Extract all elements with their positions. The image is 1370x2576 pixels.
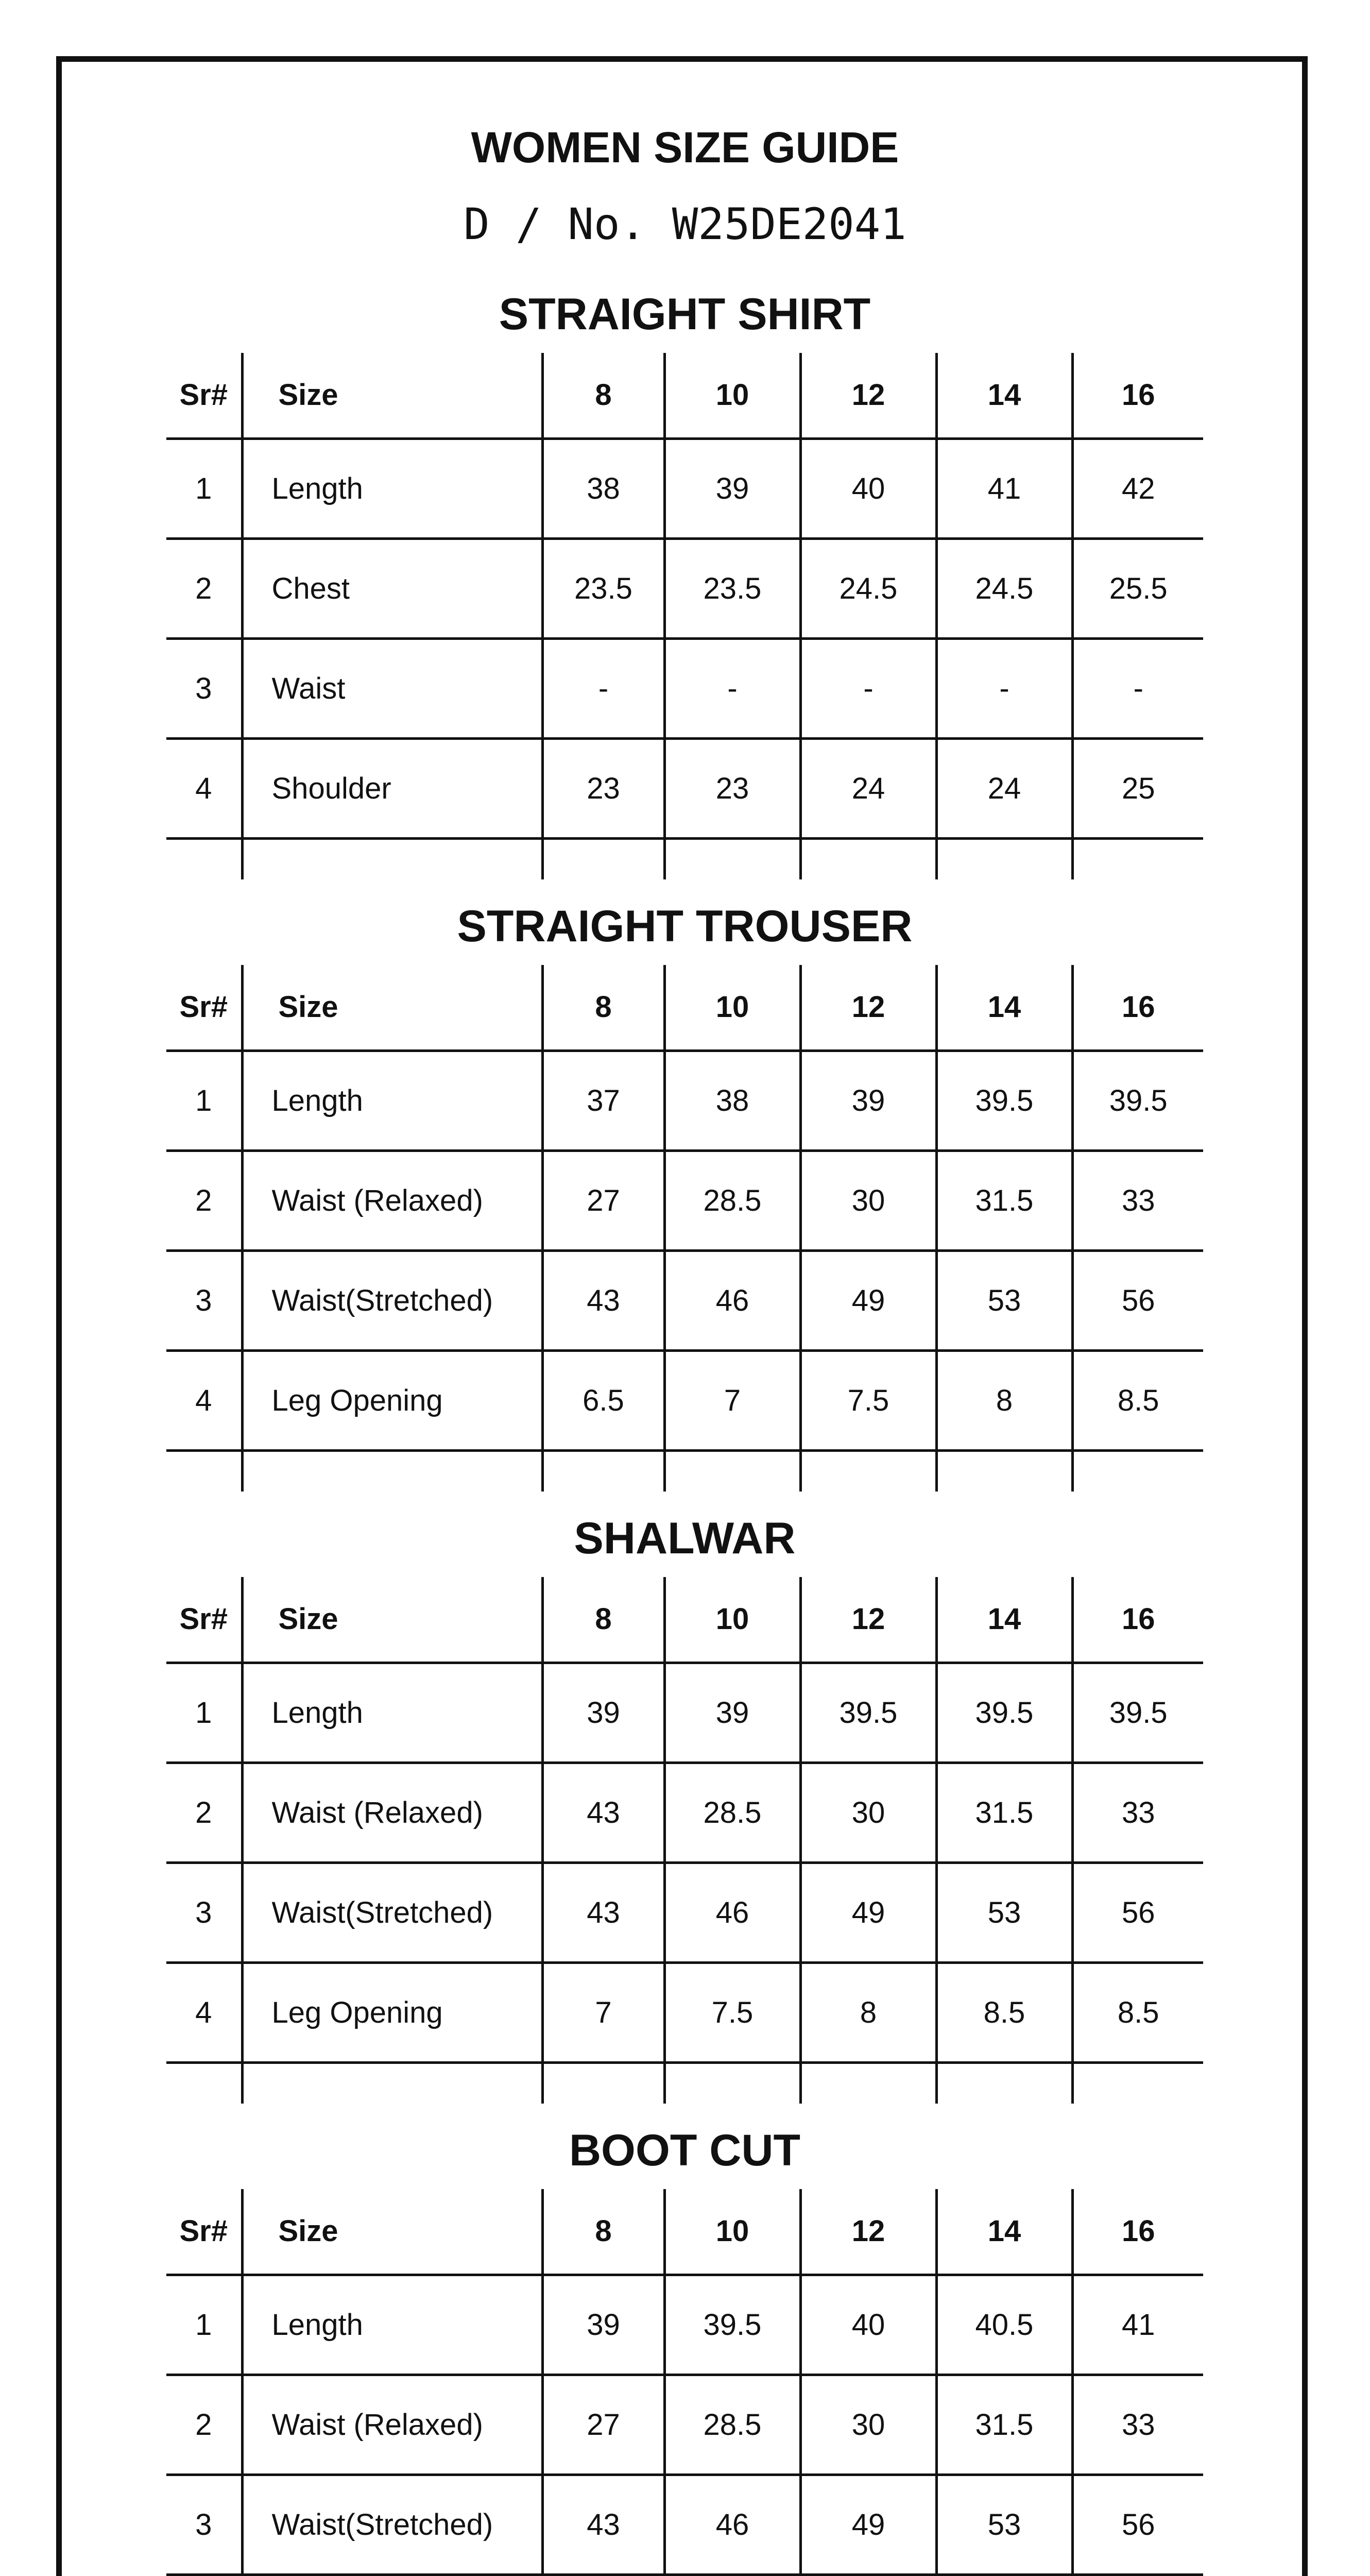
size-value: 49 [800,1862,936,1962]
empty-cell [166,838,242,879]
table-row [166,638,1203,738]
measurement-name: Length [242,1663,542,1762]
measurement-name: Length [242,2275,542,2375]
size-value: 8.5 [1072,1350,1203,1450]
row-number: 2 [166,2375,242,2475]
size-value: 53 [936,1250,1072,1350]
size-value: 31.5 [936,1150,1072,1250]
row-number: 2 [166,1150,242,1250]
column-header: Sr# [166,353,242,438]
size-value: 27 [542,2375,664,2475]
measurement-name: Waist(Stretched) [242,2475,542,2574]
section-title: STRAIGHT TROUSER [457,902,913,951]
table-row [166,438,1203,538]
empty-cell [664,838,800,879]
empty-cell [542,838,664,879]
column-header: 12 [800,353,936,438]
column-header: Sr# [166,2189,242,2275]
size-value: 24 [800,738,936,838]
measurement-name: Waist(Stretched) [242,1862,542,1962]
size-value: 7 [664,1350,800,1450]
column-header: Size [242,1577,542,1663]
size-value: 39.5 [1072,1050,1203,1150]
row-number: 4 [166,1350,242,1450]
empty-cell [936,2062,1072,2104]
size-value: 40 [800,2275,936,2375]
page-title: WOMEN SIZE GUIDE [471,123,899,172]
size-value: 53 [936,1862,1072,1962]
size-value: 24.5 [936,538,1072,638]
size-value: 46 [664,1250,800,1350]
empty-cell [542,1450,664,1492]
column-header: 8 [542,965,664,1050]
table-row [166,538,1203,638]
size-value: 8 [800,1962,936,2062]
section-shalwar [166,1513,1203,2096]
size-value: 39.5 [1072,1663,1203,1762]
size-value: 33 [1072,1762,1203,1862]
column-header: 8 [542,2189,664,2275]
size-value: 23 [542,738,664,838]
size-value: 28.5 [664,1150,800,1250]
measurement-name: Waist [242,638,542,738]
column-header: 10 [664,1577,800,1663]
size-value: 38 [664,1050,800,1150]
table-row [166,1762,1203,1862]
size-value: 40 [800,438,936,538]
size-value: 7.5 [664,1962,800,2062]
size-value: 49 [800,2475,936,2574]
row-number: 3 [166,2475,242,2574]
size-value: 43 [542,1250,664,1350]
size-value: 30 [800,2375,936,2475]
size-value: 43 [542,1762,664,1862]
measurement-name: Length [242,1050,542,1150]
size-value: 46 [664,1862,800,1962]
size-value: 42 [1072,438,1203,538]
empty-cell [242,2062,542,2104]
column-header: 14 [936,965,1072,1050]
size-value: 6.5 [542,1350,664,1450]
column-header: 8 [542,353,664,438]
size-value: 39.5 [936,1050,1072,1150]
size-value: 40.5 [936,2275,1072,2375]
design-number: D / No. W25DE2041 [464,199,906,249]
table-row [166,1962,1203,2062]
empty-cell [166,2062,242,2104]
size-value: 28.5 [664,2375,800,2475]
column-header: Size [242,2189,542,2275]
size-value: 56 [1072,1862,1203,1962]
size-value: 39 [664,438,800,538]
row-number: 4 [166,1962,242,2062]
table-row [166,1250,1203,1350]
size-value: 30 [800,1762,936,1862]
section-straight-shirt [166,289,1203,872]
table-row [166,1862,1203,1962]
measurement-name: Shoulder [242,738,542,838]
size-value: 37 [542,1050,664,1150]
size-value: 8.5 [936,1962,1072,2062]
size-table [166,353,1203,879]
size-value: 8 [936,1350,1072,1450]
size-value: 28.5 [664,1762,800,1862]
size-value: 39 [800,1050,936,1150]
measurement-name: Waist (Relaxed) [242,2375,542,2475]
table-row [166,1350,1203,1450]
size-value: 53 [936,2475,1072,2574]
size-value: 24.5 [800,538,936,638]
size-value: 30 [800,1150,936,1250]
size-value: 8.5 [1072,1962,1203,2062]
table-header-row [166,2189,1203,2275]
size-value: 39 [664,1663,800,1762]
column-header: 12 [800,1577,936,1663]
section-straight-trouser [166,901,1203,1484]
size-value: 46 [664,2475,800,2574]
empty-cell [1072,2062,1203,2104]
measurement-name: Waist (Relaxed) [242,1150,542,1250]
column-header: 12 [800,2189,936,2275]
column-header: Sr# [166,1577,242,1663]
row-number: 2 [166,1762,242,1862]
size-value: 38 [542,438,664,538]
empty-cell [242,1450,542,1492]
size-value: 39.5 [936,1663,1072,1762]
table-spacer-row [166,2062,1203,2104]
size-value: 39.5 [800,1663,936,1762]
measurement-name: Chest [242,538,542,638]
size-value: - [936,638,1072,738]
row-number: 1 [166,2275,242,2375]
size-value: 49 [800,1250,936,1350]
measurement-name: Leg Opening [242,1962,542,2062]
table-row [166,2475,1203,2574]
column-header: 10 [664,965,800,1050]
empty-cell [936,1450,1072,1492]
size-value: 39 [542,1663,664,1762]
size-value: 33 [1072,2375,1203,2475]
size-value: 23.5 [542,538,664,638]
row-number: 4 [166,738,242,838]
size-value: - [1072,638,1203,738]
row-number: 2 [166,538,242,638]
size-value: 23.5 [664,538,800,638]
row-number: 3 [166,638,242,738]
table-row [166,1663,1203,1762]
size-value: 41 [936,438,1072,538]
column-header: 14 [936,1577,1072,1663]
column-header: 10 [664,353,800,438]
size-value: 43 [542,1862,664,1962]
size-value: - [542,638,664,738]
size-table [166,2189,1203,2576]
size-value: 31.5 [936,2375,1072,2475]
size-value: 31.5 [936,1762,1072,1862]
measurement-name: Waist (Relaxed) [242,1762,542,1862]
section-boot-cut [166,2125,1203,2576]
column-header: 16 [1072,1577,1203,1663]
empty-cell [1072,838,1203,879]
column-header: Sr# [166,965,242,1050]
empty-cell [664,1450,800,1492]
size-value: 39.5 [664,2275,800,2375]
size-value: 41 [1072,2275,1203,2375]
empty-cell [242,838,542,879]
size-value: 33 [1072,1150,1203,1250]
row-number: 3 [166,1862,242,1962]
table-header-row [166,353,1203,438]
table-header-row [166,965,1203,1050]
table-spacer-row [166,838,1203,879]
size-table [166,965,1203,1492]
measurement-name: Leg Opening [242,1350,542,1450]
row-number: 3 [166,1250,242,1350]
section-title: SHALWAR [574,1514,796,1563]
empty-cell [664,2062,800,2104]
size-value: 25.5 [1072,538,1203,638]
column-header: 16 [1072,353,1203,438]
size-value: - [664,638,800,738]
column-header: 16 [1072,2189,1203,2275]
empty-cell [800,838,936,879]
size-value: 56 [1072,2475,1203,2574]
row-number: 1 [166,1663,242,1762]
table-spacer-row [166,1450,1203,1492]
empty-cell [1072,1450,1203,1492]
section-title: BOOT CUT [569,2126,801,2175]
size-value: 39 [542,2275,664,2375]
empty-cell [800,2062,936,2104]
size-value: 7.5 [800,1350,936,1450]
size-value: 56 [1072,1250,1203,1350]
column-header: Size [242,965,542,1050]
size-value: 25 [1072,738,1203,838]
column-header: 14 [936,2189,1072,2275]
table-row [166,1150,1203,1250]
table-row [166,2275,1203,2375]
column-header: 8 [542,1577,664,1663]
size-value: - [800,638,936,738]
empty-cell [542,2062,664,2104]
row-number: 1 [166,1050,242,1150]
table-row [166,1050,1203,1150]
size-value: 27 [542,1150,664,1250]
size-value: 23 [664,738,800,838]
empty-cell [166,1450,242,1492]
table-header-row [166,1577,1203,1663]
size-value: 43 [542,2475,664,2574]
empty-cell [800,1450,936,1492]
table-row [166,2375,1203,2475]
size-value: 7 [542,1962,664,2062]
column-header: Size [242,353,542,438]
empty-cell [936,838,1072,879]
column-header: 16 [1072,965,1203,1050]
row-number: 1 [166,438,242,538]
table-row [166,738,1203,838]
column-header: 10 [664,2189,800,2275]
section-title: STRAIGHT SHIRT [499,290,871,339]
measurement-name: Waist(Stretched) [242,1250,542,1350]
size-table [166,1577,1203,2104]
column-header: 14 [936,353,1072,438]
size-value: 24 [936,738,1072,838]
column-header: 12 [800,965,936,1050]
measurement-name: Length [242,438,542,538]
